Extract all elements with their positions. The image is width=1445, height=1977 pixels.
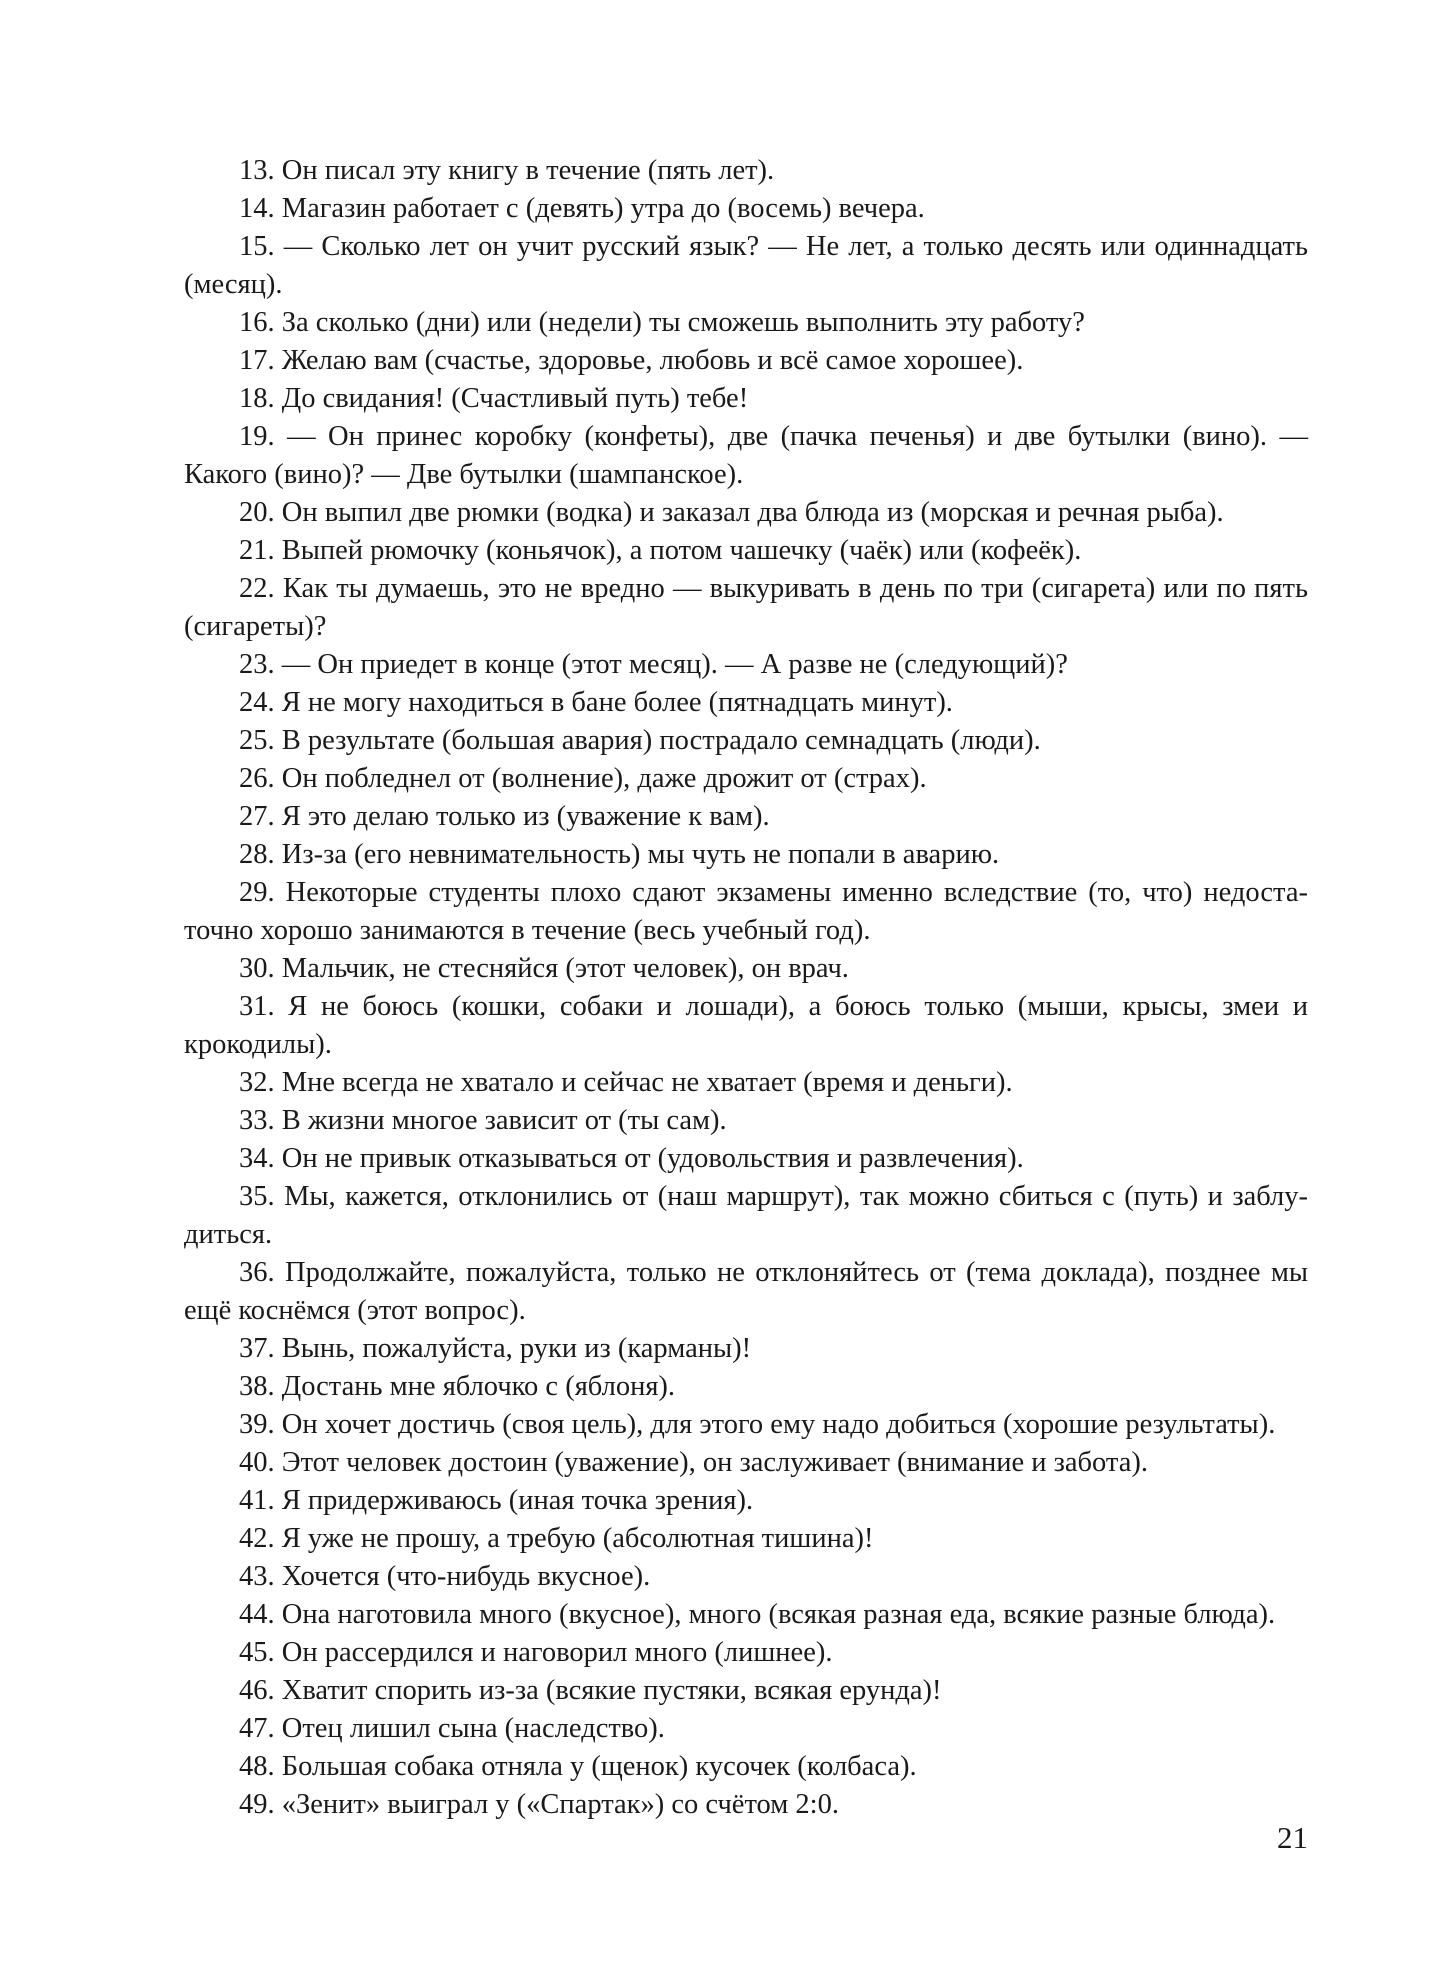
exercise-item: 26. Он побледнел от (волнение), даже дрожит от (страх). xyxy=(239,763,927,794)
exercise-item: 23. — Он приедет в конце (этот месяц). — А разве не (следующий)? xyxy=(239,649,1068,680)
exercise-item: 34. Он не привык отказываться от (удовольствия и развлечения). xyxy=(239,1143,1024,1174)
exercise-item: 30. Мальчик, не стесняйся (этот человек), он врач. xyxy=(239,953,849,984)
exercise-item: 29. Некоторые студенты плохо сдают экзамены именно вследствие (то, что) недостаточно хорошо занимаются в течение (весь учебный год). xyxy=(184,877,1308,946)
exercise-item: 16. За сколько (дни) или (недели) ты сможешь выполнить эту работу? xyxy=(239,307,1085,338)
exercise-item: 31. Я не боюсь (кошки, собаки и лошади), а боюсь только (мыши, крысы, змеи и крокодилы). xyxy=(184,991,1308,1060)
exercise-item: 14. Магазин работает с (девять) утра до (восемь) вечера. xyxy=(239,193,925,224)
exercise-item: 45. Он рассердился и наговорил много (лишнее). xyxy=(239,1637,833,1668)
exercise-item: 40. Этот человек достоин (уважение), он заслуживает (внимание и забота). xyxy=(239,1447,1148,1478)
exercise-item: 24. Я не могу находиться в бане более (пятнадцать минут). xyxy=(239,687,953,718)
exercise-item: 21. Выпей рюмочку (коньячок), а потом чашечку (чаёк) или (кофеёк). xyxy=(239,535,1082,566)
exercise-item: 33. В жизни многое зависит от (ты сам). xyxy=(239,1105,727,1136)
exercise-item: 28. Из-за (его невнимательность) мы чуть не попали в аварию. xyxy=(239,839,1000,870)
exercise-item: 18. До свидания! (Счастливый путь) тебе! xyxy=(239,383,749,414)
exercise-item: 48. Большая собака отняла у (щенок) кусочек (колбаса). xyxy=(239,1751,917,1782)
exercise-item: 43. Хочется (что-нибудь вкусное). xyxy=(239,1561,651,1592)
exercise-item: 38. Достань мне яблочко с (яблоня). xyxy=(239,1371,676,1402)
exercise-item: 19. — Он принес коробку (конфеты), две (пачка печенья) и две бутылки (вино). — Какого (вино)? — Две бутылки (шампанское). xyxy=(184,421,1308,490)
exercise-item: 39. Он хочет достичь (своя цель), для этого ему надо добиться (хорошие результаты). xyxy=(239,1409,1276,1440)
page-number: 21 xyxy=(1277,1820,1308,1855)
exercise-item: 46. Хватит спорить из-за (всякие пустяки, всякая ерунда)! xyxy=(239,1675,942,1706)
exercise-item: 13. Он писал эту книгу в течение (пять лет). xyxy=(239,155,775,186)
exercise-item: 47. Отец лишил сына (наследство). xyxy=(239,1713,665,1744)
exercise-item: 17. Желаю вам (счастье, здоровье, любовь и всё самое хорошее). xyxy=(239,345,1024,376)
exercise-item: 49. «Зенит» выиграл у («Спартак») со счётом 2:0. xyxy=(239,1789,839,1820)
exercise-item: 35. Мы, кажется, отклонились от (наш маршрут), так можно сбиться с (путь) и заблудиться. xyxy=(184,1181,1308,1250)
exercise-item: 36. Продолжайте, пожалуйста, только не отклоняйтесь от (тема доклада), позднее мы ещё коснёмся (этот вопрос). xyxy=(184,1257,1308,1326)
exercise-item: 42. Я уже не прошу, а требую (абсолютная тишина)! xyxy=(239,1523,874,1554)
exercise-list xyxy=(184,152,1308,1824)
exercise-item: 41. Я придерживаюсь (иная точка зрения). xyxy=(239,1485,754,1516)
exercise-item: 25. В результате (большая авария) пострадало семнадцать (люди). xyxy=(239,725,1041,756)
exercise-item: 44. Она наготовила много (вкусное), много (всякая разная еда, всякие разные блюда). xyxy=(239,1599,1276,1630)
exercise-item: 27. Я это делаю только из (уважение к вам). xyxy=(239,801,770,832)
exercise-item: 20. Он выпил две рюмки (водка) и заказал два блюда из (морская и речная рыба). xyxy=(239,497,1224,528)
exercise-item: 37. Вынь, пожалуйста, руки из (карманы)! xyxy=(239,1333,752,1364)
exercise-item: 15. — Сколько лет он учит русский язык? — Не лет, а только десять или одиннадцать (месяц). xyxy=(184,231,1308,300)
exercise-item: 22. Как ты думаешь, это не вредно — выкуривать в день по три (сигарета) или по пять (сигареты)? xyxy=(184,573,1308,642)
exercise-item: 32. Мне всегда не хватало и сейчас не хватает (время и деньги). xyxy=(239,1067,1013,1098)
